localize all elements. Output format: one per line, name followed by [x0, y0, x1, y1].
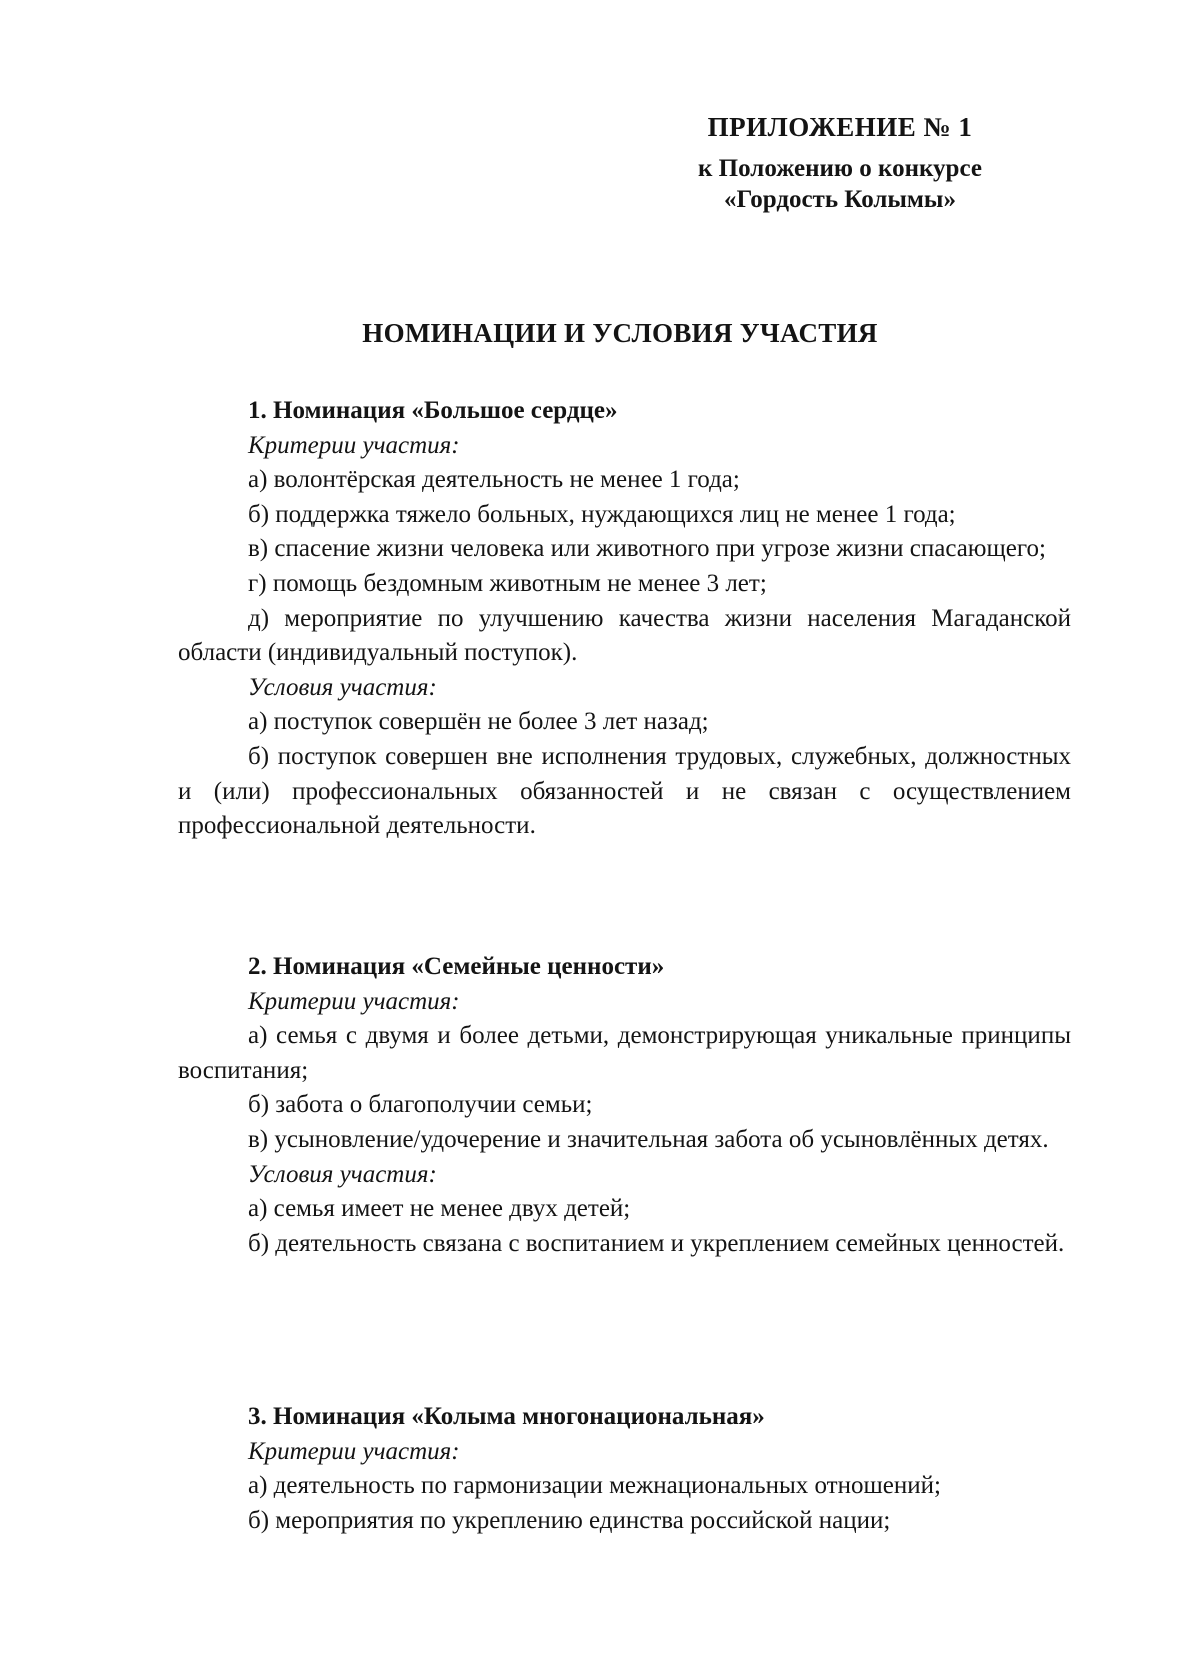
document-title: НОМИНАЦИИ И УСЛОВИЯ УЧАСТИЯ — [362, 318, 878, 348]
criteria-item: б) забота о благополучии семьи; — [248, 1091, 593, 1119]
criteria-label: Критерии участия: — [248, 431, 460, 459]
conditions-item: б) поступок совершен вне исполнения трудовых, служебных, должностных и (или) профессиональных обязанностей и не связан с осуществлением профессиональной деятельности. — [178, 742, 1071, 840]
appendix-title: ПРИЛОЖЕНИЕ № 1 — [707, 112, 973, 142]
criteria-item: а) волонтёрская деятельность не менее 1 года; — [248, 466, 740, 494]
conditions-label: Условия участия: — [248, 673, 437, 701]
appendix-contest-name: «Гордость Колымы» — [724, 186, 956, 213]
conditions-item: а) семья имеет не менее двух детей; — [248, 1195, 631, 1223]
nomination-section-1 — [178, 394, 1071, 844]
conditions-item: а) поступок совершён не более 3 лет назад; — [248, 708, 709, 736]
section-heading: 3. Номинация «Колыма многонациональная» — [248, 1403, 765, 1430]
criteria-item: г) помощь бездомным животным не менее 3 лет; — [248, 569, 767, 597]
criteria-item: б) мероприятия по укреплению единства российской нации; — [248, 1506, 891, 1534]
criteria-item: б) поддержка тяжело больных, нуждающихся лиц не менее 1 года; — [248, 500, 956, 528]
criteria-item: а) семья с двумя и более детьми, демонстрирующая уникальные принципы воспитания; — [178, 1022, 1071, 1084]
section-heading: 2. Номинация «Семейные ценности» — [248, 953, 665, 980]
criteria-label: Критерии участия: — [248, 987, 460, 1015]
criteria-label: Критерии участия: — [248, 1437, 460, 1465]
appendix-header — [640, 110, 1040, 215]
appendix-reference: к Положению о конкурсе — [698, 155, 982, 182]
criteria-item: а) деятельность по гармонизации межнациональных отношений; — [248, 1472, 941, 1500]
criteria-item: д) мероприятие по улучшению качества жизни населения Магаданской области (индивидуальный поступок). — [178, 604, 1071, 667]
conditions-item: б) деятельность связана с воспитанием и укреплением семейных ценностей. — [248, 1229, 1065, 1257]
nomination-section-2 — [178, 950, 1071, 1261]
criteria-item: в) усыновление/удочерение и значительная забота об усыновлённых детях. — [248, 1125, 1049, 1153]
section-heading: 1. Номинация «Большое сердце» — [248, 397, 618, 424]
conditions-label: Условия участия: — [248, 1160, 437, 1188]
criteria-item: в) спасение жизни человека или животного при угрозе жизни спасающего; — [248, 535, 1046, 563]
nomination-section-3 — [178, 1400, 1071, 1538]
